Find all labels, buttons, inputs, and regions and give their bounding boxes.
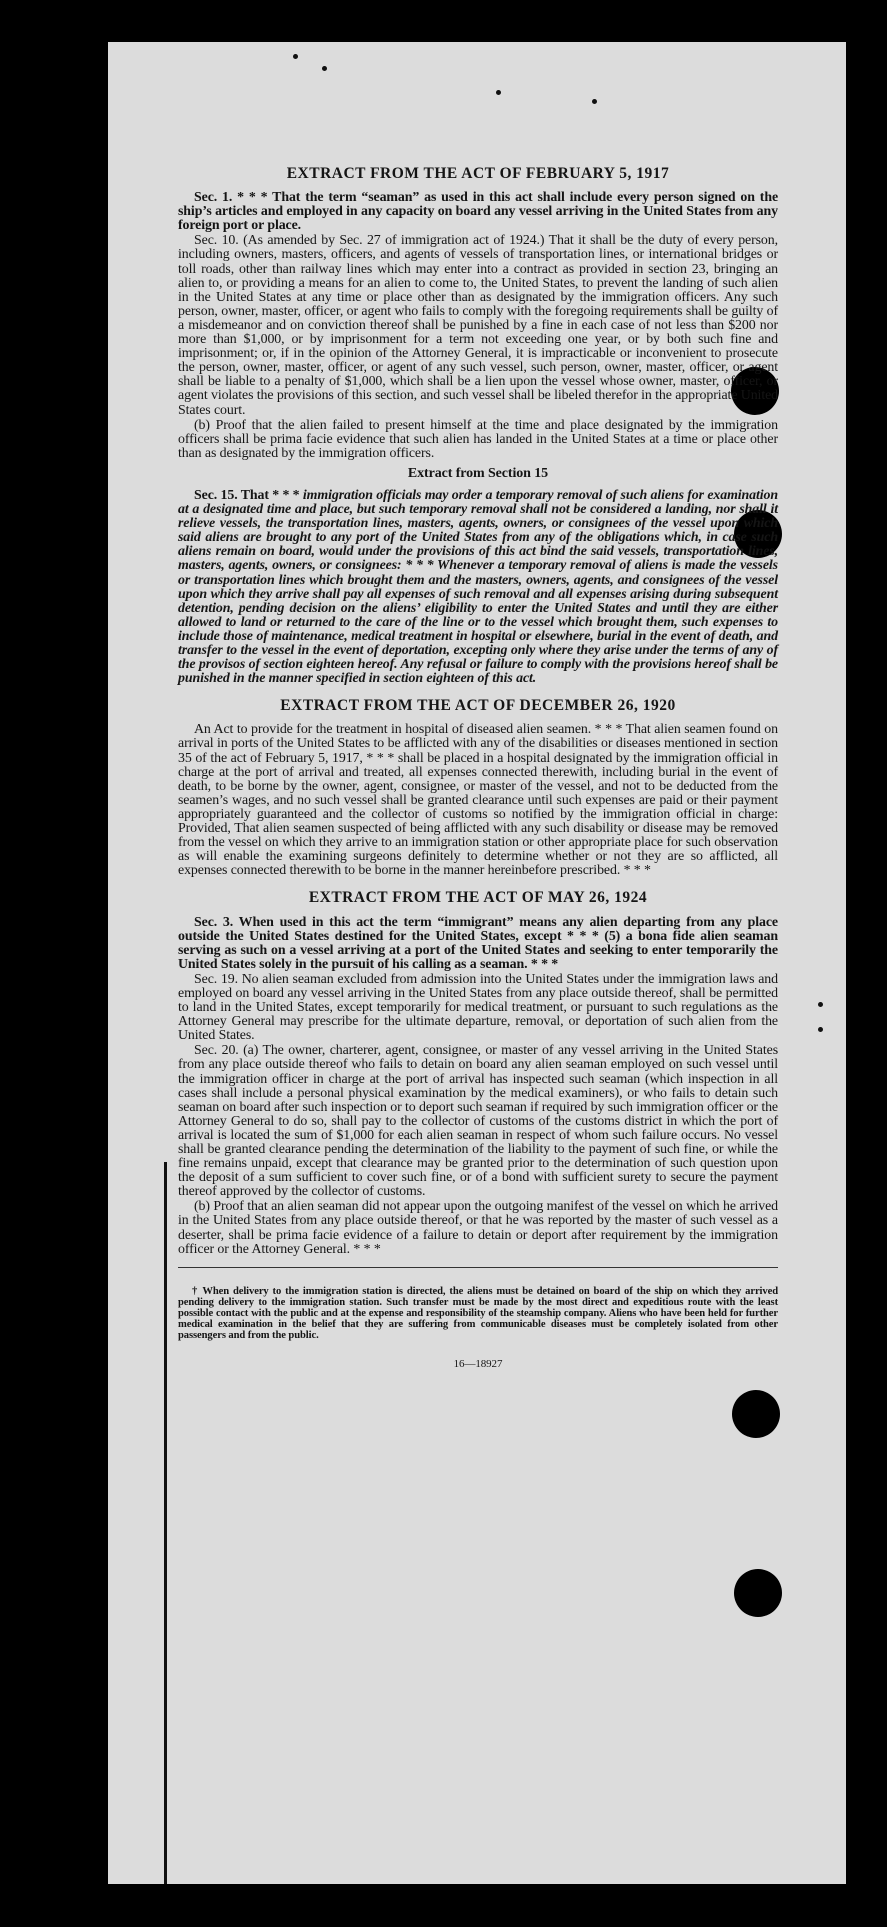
footnote-rule [178, 1267, 778, 1268]
speck [293, 54, 298, 59]
heading-act-1924: EXTRACT FROM THE ACT OF MAY 26, 1924 [308, 889, 648, 907]
section-1-lead: Sec. 1. * * * [194, 190, 273, 206]
speck [322, 66, 327, 71]
section-19: Sec. 19. No alien seaman excluded from admission into the United States under the immigration laws and employed on board any vessel arriving in the United States from any place outside thereof, shall be permitted to land in the United States, except temporarily for medical treatment, or pursuant to such regulations as the Attorney General may prescribe for the ultimate departure, removal, or deportation of such alien from the United States. [178, 971, 778, 1044]
section-10-b: (b) Proof that the alien failed to present himself at the time and place designated by the immigration officers shall be prima facie evidence that such alien has landed in the United States at a time or place other than as designated by the immigration officers. [178, 417, 778, 461]
section-15-body: immigration officials may order a temporary removal of such aliens for examination at a designated time and place, but such temporary removal shall not be considered a landing, nor shall it relieve vessels, the transportation lines, masters, agents, owners, or consignees of the vessel upon which said aliens are brought to any port of the United States from any of the obligations which, in case such aliens remain on board, would under the provisions of this act bind the said vessels, transportation lines, masters, agents, owners, or consignees: * * * Whenever a temporary removal of aliens is made the vessels or transportation lines which brought them and the masters, owners, agents, and consignees of the vessel upon which they arrive shall pay all expenses of such removal and all expenses arising during subsequent detention, pending decision on the aliens’ eligibility to enter the United States and until they are either allowed to land or returned to the care of the line or to the vessel which brought them, such expenses to include those of maintenance, medical treatment in hospital or elsewhere, burial in the event of death, and transfer to the vessel in the event of deportation, excepting only where they arise under the terms of any of the provisos of section eighteen hereof. Any refusal or failure to comply with the provisions hereof shall be punished in the manner specified in section eighteen of this act. [178, 487, 779, 687]
punch-hole [734, 1569, 782, 1617]
speck [592, 99, 597, 104]
section-20-b: (b) Proof that an alien seaman did not appear upon the outgoing manifest of the vessel on which he arrived in the United States from any place outside thereof, or that he was reported by the master of such vessel as a deserter, shall be prima facie evidence of a failure to detain or deport after requirement by the immigration officer or the Attorney General. * * * [178, 1199, 778, 1257]
document-page [108, 42, 846, 1884]
speck [818, 1002, 823, 1007]
section-20-a: Sec. 20. (a) The owner, charterer, agent, consignee, or master of any vessel arriving in the United States from any place outside thereof who fails to detain on board any alien seaman employed on such vessel until the immigration officer in charge at the port of arrival has inspected such seaman (which inspection in all cases shall include a personal physical examination by the medical examiners), or who fails to detain such seaman on board after such inspection or to deport such seaman if required by such immigration officer or the Attorney General to do so, shall pay to the collector of customs of the customs district in which the port of arrival is located the sum of $1,000 for each alien seaman in respect of whom such failure occurs. No vessel shall be granted clearance pending the determination of the liability to the payment of such fine, or while the fine remains unpaid, except that clearance may be granted prior to the determination of such question upon the deposit of a sum sufficient to cover such fine, or of a bond with sufficient surety to secure the payment thereof approved by the collector of customs. [178, 1043, 778, 1200]
section-3: Sec. 3. When used in this act the term “immigrant” means any alien departing from any place outside the United States destined for the United States, except * * * (5) a bona fide alien seaman serving as such on a vessel arriving at a port of the United States and seeking to enter temporarily the United States solely in the pursuit of his calling as a seaman. * * * [178, 914, 778, 972]
punch-hole [732, 1390, 780, 1438]
footnote [178, 1286, 778, 1341]
page-number: 16—18927 [453, 1357, 503, 1370]
heading-section-15: Extract from Section 15 [407, 465, 549, 481]
page-edge-line [164, 1162, 167, 1884]
section-15 [178, 489, 778, 686]
speck [496, 90, 501, 95]
heading-act-1920: EXTRACT FROM THE ACT OF DECEMBER 26, 1920 [280, 697, 676, 715]
act-1920-text: An Act to provide for the treatment in hospital of diseased alien seamen. * * * That alien seamen found on arrival in ports of the United States to be afflicted with any of the disabilities or diseases mentioned in section 35 of the act of February 5, 1917, * * * shall be placed in a hospital designated by the immigration official in charge at the port of arrival and treated, all expenses connected therewith, including burial in the event of death, to be borne by the owner, agent, consignee, or master of the vessel, and not to be deducted from the seamen’s wages, and no such vessel shall be granted clearance until such expenses are paid or their payment appropriately guaranteed and the collector of customs so notified by the immigration official in charge: Provided, That alien seamen suspected of being afflicted with any such disability or disease may be removed from the vessel on which they arrive to an immigration station or other appropriate place for such observation as will enable the examining surgeons definitely to determine whether or not they are so afflicted, all expenses connected therewith to be borne in the manner hereinbefore prescribed. * * * [178, 722, 778, 879]
speck [818, 1027, 823, 1032]
section-1-body: That the term “seaman” as used in this act shall include every person signed on the ship’s articles and employed in any capacity on board any vessel arriving in the United States from any foreign port or place. [178, 190, 779, 234]
section-15-lead: Sec. 15. That * * * [194, 487, 303, 503]
footnote-text: † When delivery to the immigration station is directed, the aliens must be detained on board of the ship on which they arrived pending delivery to the immigration station. Such transfer must be made by the most direct and expeditious route with the least possible contact with the public and at the expense and responsibility of the steamship company. Aliens who have been held for further medical examination in the belief that they are suffering from communicable diseases must be completely isolated from other passengers and from the public. [178, 1285, 778, 1341]
heading-act-1917: EXTRACT FROM THE ACT OF FEBRUARY 5, 1917 [286, 165, 670, 182]
section-10: Sec. 10. (As amended by Sec. 27 of immigration act of 1924.) That it shall be the duty of every person, including owners, masters, officers, and agents of vessels of transportation lines, or international bridges or toll roads, other than railway lines which may enter into a contract as provided in section 23, bringing an alien to, or providing a means for an alien to come to, the United States, to prevent the landing of such alien in the United States at any time or place other than as designated by the immigration officers. Any such person, owner, master, officer, or agent who fails to comply with the foregoing requirements shall be guilty of a misdemeanor and on conviction thereof shall be punished by a fine in each case of not less than $200 nor more than $1,000, or by imprisonment for a term not exceeding one year, or by both such fine and imprisonment; or, if in the opinion of the Attorney General, it is impracticable or inconvenient to prosecute the person, owner, master, officer, or agent of any such vessel, such person, owner, master, officer, or agent shall be liable to a penalty of $1,000, which shall be a lien upon the vessel whose owner, master, officer, or agent violates the provisions of this section, and such vessel shall be libeled therefor in the appropriate United States court. [178, 233, 778, 418]
section-1 [178, 191, 778, 233]
text-column [178, 167, 778, 1371]
